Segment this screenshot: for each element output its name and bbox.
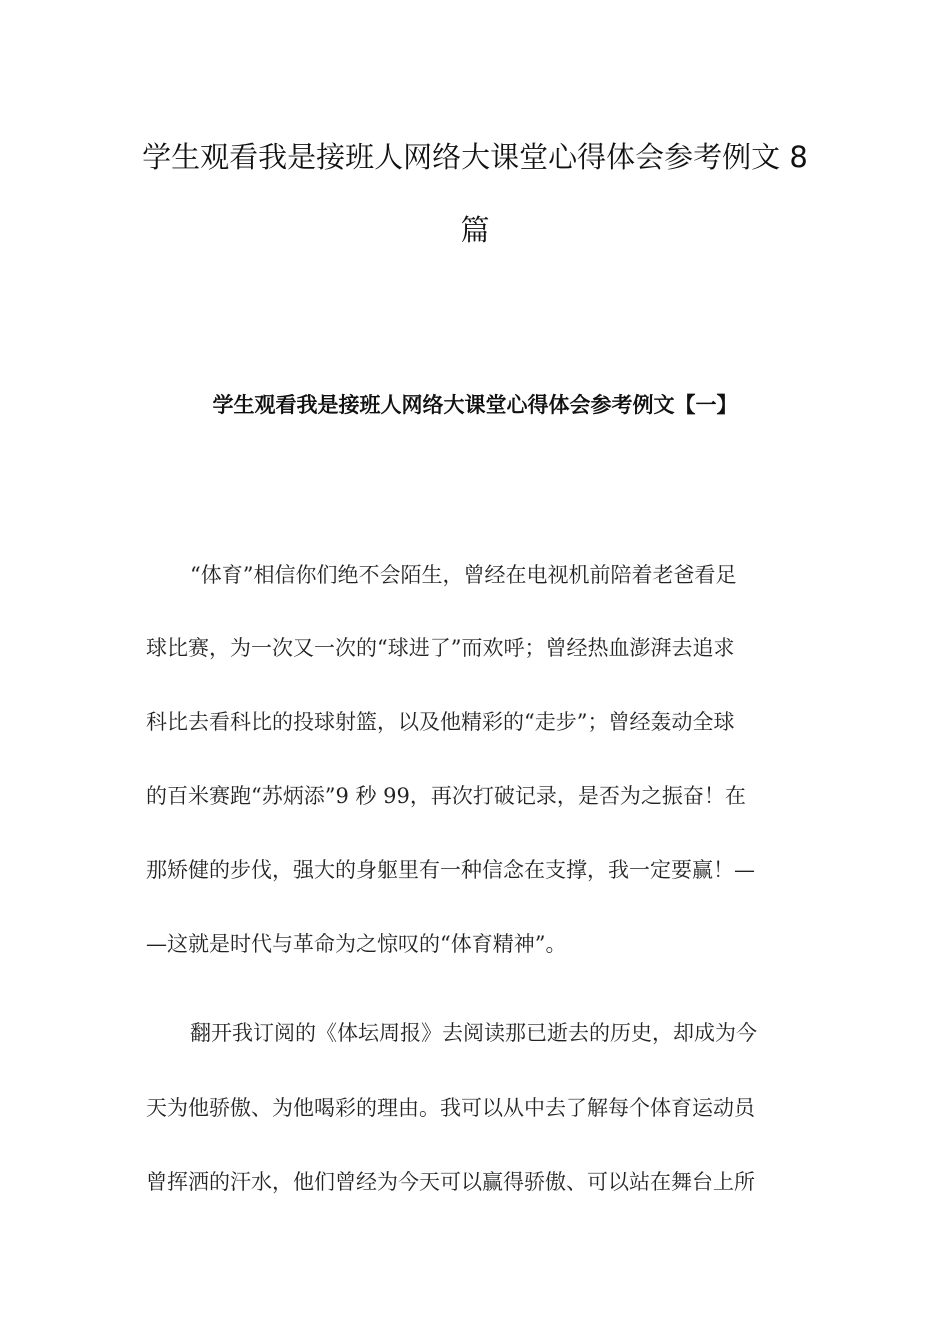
paragraph-line: 的百米赛跑“苏炳添”9 秒 99，再次打破记录，是否为之振奋！在 bbox=[146, 784, 746, 808]
document-title-line-2: 篇 bbox=[460, 213, 490, 247]
paragraph-line: 翻开我订阅的《体坛周报》去阅读那已逝去的历史，却成为今 bbox=[190, 1021, 757, 1045]
document-title-line-1: 学生观看我是接班人网络大课堂心得体会参考例文 8 bbox=[142, 140, 808, 174]
paragraph-line: 球比赛，为一次又一次的“球进了”而欢呼；曾经热血澎湃去追求 bbox=[146, 636, 735, 660]
paragraph-line: —这就是时代与革命为之惊叹的“体育精神”。 bbox=[146, 932, 567, 956]
paragraph-line: 天为他骄傲、为他喝彩的理由。我可以从中去了解每个体育运动员 bbox=[146, 1096, 755, 1120]
paragraph-line: “体育”相信你们绝不会陌生，曾经在电视机前陪着老爸看足 bbox=[190, 563, 737, 587]
paragraph-line: 曾挥洒的汗水，他们曾经为今天可以赢得骄傲、可以站在舞台上所 bbox=[146, 1170, 755, 1194]
section-heading: 学生观看我是接班人网络大课堂心得体会参考例文【一】 bbox=[212, 393, 738, 417]
paragraph-line: 那矫健的步伐，强大的身躯里有一种信念在支撑，我一定要赢！— bbox=[146, 858, 755, 882]
paragraph-line: 科比去看科比的投球射篮，以及他精彩的“走步”；曾经轰动全球 bbox=[146, 710, 735, 734]
